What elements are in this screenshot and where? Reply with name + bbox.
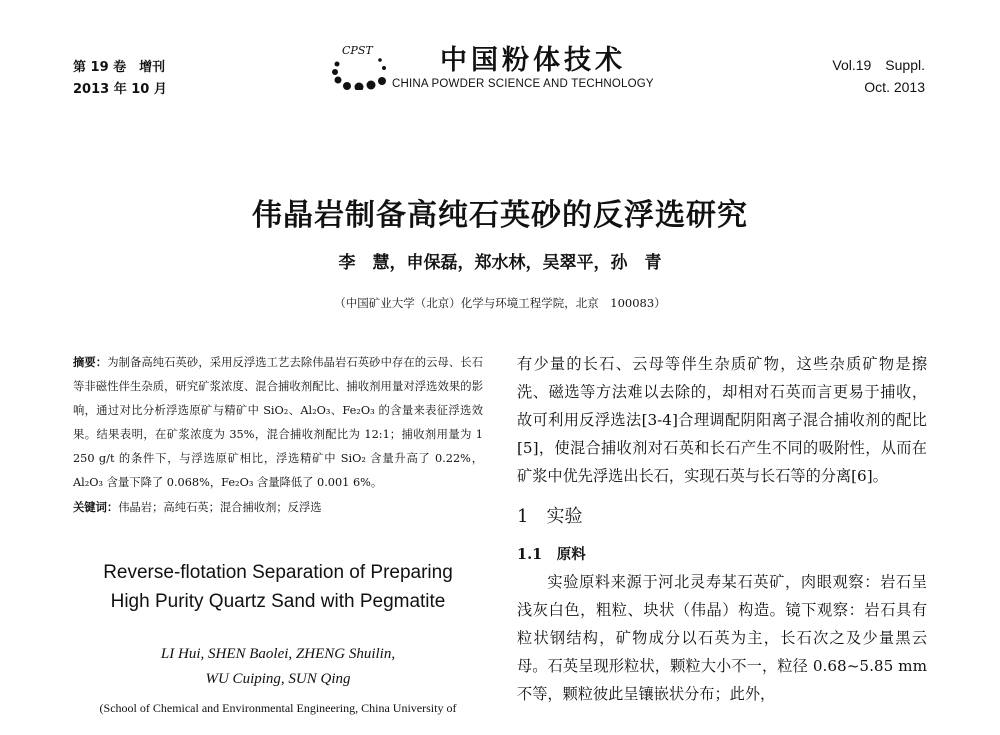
materials-paragraph: 实验原料来源于河北灵寿某石英矿，肉眼观察：岩石呈浅灰白色，粗粒、块状（伟晶）构造。镜下观察：岩石具有粒状钢结构，矿物成分以石英为主，长石次之及少量黑云母。石英呈现形粒状，颗粒大小不一，粒径 0.68~5.85 mm 不等，颗粒彼此呈镶嵌状分布；此外， [517,573,927,703]
article-title: 伟晶岩制备高纯石英砂的反浮选研究 [252,198,748,233]
keywords [73,495,483,520]
left-column [73,350,483,718]
abstract-label: 摘要： [73,355,108,369]
header-right [832,54,925,98]
journal-name-cn: 中国粉体技术 [440,45,626,76]
right-column [517,350,927,708]
journal-name-en: CHINA POWDER SCIENCE AND TECHNOLOGY [392,78,654,90]
abstract [73,350,483,495]
intro-paragraph: 有少量的长石、云母等伴生杂质矿物，这些杂质矿物是擦洗、磁选等方法难以去除的，却相对石英而言更易于捕收，故可利用反浮选法[3-4]合理调配阴阳离子混合捕收剂的配比[5]，使混合捕收剂对石英和长石产生不同的吸附性，从而在矿浆中优先浮选出长石，实现石英与长石等的分离[6]。 [517,355,927,485]
logo-text: CPST [342,44,373,57]
english-title [73,558,483,616]
subsection-heading: 1.1 原料 [517,546,586,563]
header-left [73,57,167,101]
keywords-label: 关键词： [73,500,119,514]
date-cn: 2013 年 10 月 [73,82,167,97]
english-authors [73,642,483,692]
keywords-text: 伟晶岩；高纯石英；混合捕收剂；反浮选 [118,501,322,514]
journal-logo [330,42,388,90]
article-affiliation: （中国矿业大学（北京）化学与环境工程学院，北京 100083） [334,296,666,310]
english-authors-line1: LI Hui, SHEN Baolei, ZHENG Shuilin, [160,646,396,662]
english-title-line2: High Purity Quartz Sand with Pegmatite [110,591,446,612]
volume-cn: 第 19 卷 增刊 [73,60,166,75]
english-title-line1: Reverse-flotation Separation of Preparing [103,562,453,583]
date-en: Oct. 2013 [864,79,925,95]
section-heading: 1 实验 [517,506,583,527]
abstract-text: 为制备高纯石英砂，采用反浮选工艺去除伟晶岩石英砂中存在的云母、长石等非磁性伴生杂质，研究矿浆浓度、混合捕收剂配比、捕收剂用量对浮选效果的影响，通过对比分析浮选原矿与精矿中 SiO₂、Al₂O₃、Fe₂O₃ 的含量来表征浮选效果。结果表明，在矿浆浓度为 35%，混合捕收剂配比为 12:1；捕收剂用量为 1 250 g/t 的条件下，与浮选原矿相比，浮选精矿中 SiO₂ 含量升高了 0.22%，Al₂O₃ 含量下降了 0.068%，Fe₂O₃ 含量降低了 0.001 6%。 [73,356,483,489]
article-authors: 李 慧，申保磊，郑水林，吴翠平，孙 青 [338,253,662,273]
english-authors-line2: WU Cuiping, SUN Qing [205,671,351,687]
volume-en: Vol.19 Suppl. [832,57,925,73]
english-affiliation: (School of Chemical and Environmental Engineering, China University of [99,701,457,715]
